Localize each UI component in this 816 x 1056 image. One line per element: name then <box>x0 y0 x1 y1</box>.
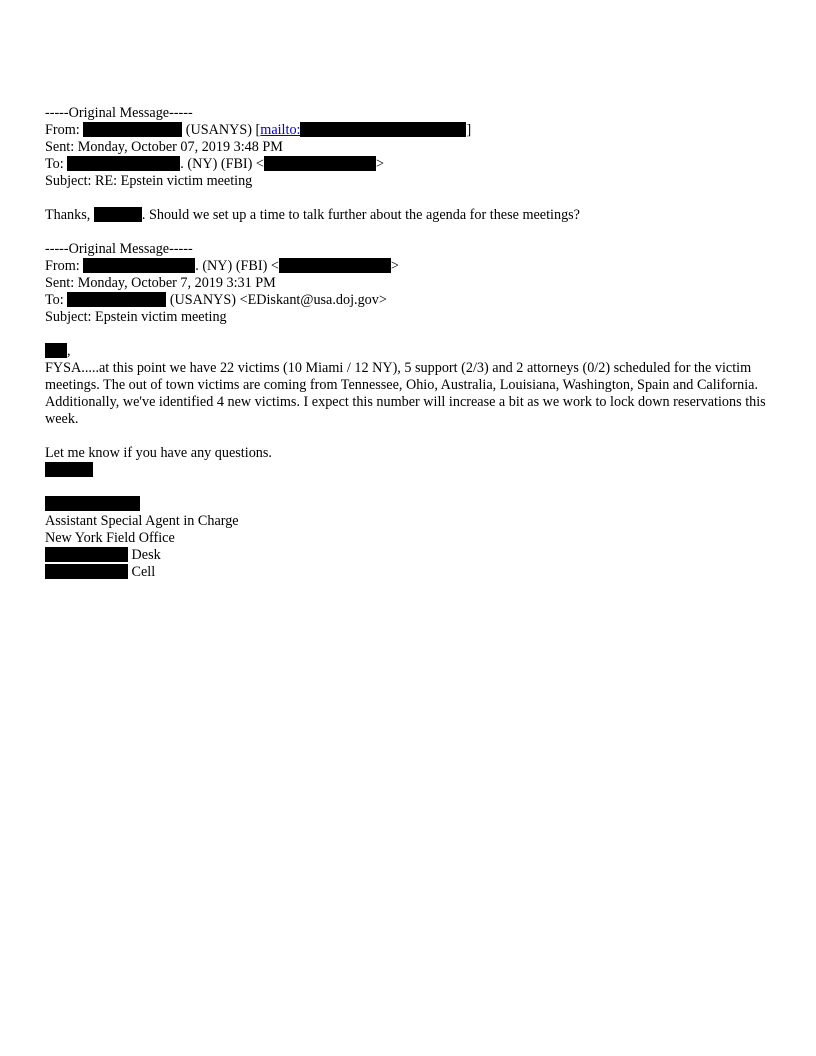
email-document <box>45 105 775 581</box>
to-line <box>45 292 775 309</box>
redacted-sender-full <box>45 496 775 513</box>
redacted-name <box>45 343 67 358</box>
redacted-email <box>279 258 391 273</box>
to-close: > <box>375 156 384 172</box>
redacted-name <box>67 292 166 307</box>
reply-text: . Should we set up a time to talk further about the agenda for these meetings? <box>141 207 580 223</box>
subject-line: Subject: Epstein victim meeting <box>45 309 227 325</box>
from-org: . (NY) (FBI) < <box>195 258 279 274</box>
cell-label: Cell <box>128 564 156 580</box>
from-org: (USANYS) <box>182 122 256 138</box>
redacted-sender-short <box>45 462 775 479</box>
redacted-email <box>300 122 466 137</box>
bracket-open: [ <box>255 122 261 138</box>
signature-office: New York Field Office <box>45 530 175 546</box>
redacted-name <box>94 207 142 222</box>
signature-cell <box>45 564 775 581</box>
from-line <box>45 122 775 139</box>
to-org: (USANYS) <EDiskant@usa.doj.gov> <box>166 292 387 308</box>
redacted-name <box>83 122 182 137</box>
greeting-suffix: , <box>67 343 71 359</box>
greeting-line <box>45 343 775 360</box>
reply-body <box>45 207 775 224</box>
desk-label: Desk <box>128 547 161 563</box>
redacted-phone <box>45 547 128 562</box>
message-body: FYSA.....at this point we have 22 victims (10 Miami / 12 NY), 5 support (2/3) and 2 attorneys (0/2) scheduled for the victim meetings. The out of town victims are coming from Tennessee, Ohio, Australia, Louisiana, Washington, Spain and California. Additionally, we've identified 4 new victims. I expect this number will increase a bit as we work to lock down reservations this week. <box>45 360 766 427</box>
from-label: From: <box>45 258 84 274</box>
closing-line: Let me know if you have any questions. <box>45 445 272 461</box>
from-close: > <box>390 258 399 274</box>
redacted-name <box>45 462 93 477</box>
to-label: To: <box>45 292 68 308</box>
original-message-separator: -----Original Message----- <box>45 105 193 121</box>
signature-title: Assistant Special Agent in Charge <box>45 513 239 529</box>
to-label: To: <box>45 156 68 172</box>
redacted-name <box>83 258 195 273</box>
sent-line: Sent: Monday, October 7, 2019 3:31 PM <box>45 275 276 291</box>
from-line <box>45 258 775 275</box>
to-org: . (NY) (FBI) < <box>180 156 264 172</box>
bracket-close: ] <box>466 122 472 138</box>
mailto-link[interactable]: mailto: <box>260 122 301 138</box>
reply-prefix: Thanks, <box>45 207 94 223</box>
original-message-separator: -----Original Message----- <box>45 241 193 257</box>
redacted-name <box>45 496 140 511</box>
redacted-name <box>67 156 180 171</box>
sent-line: Sent: Monday, October 07, 2019 3:48 PM <box>45 139 283 155</box>
redacted-phone <box>45 564 128 579</box>
redacted-email <box>264 156 376 171</box>
subject-line: Subject: RE: Epstein victim meeting <box>45 173 253 189</box>
to-line <box>45 156 775 173</box>
from-label: From: <box>45 122 84 138</box>
signature-desk <box>45 547 775 564</box>
